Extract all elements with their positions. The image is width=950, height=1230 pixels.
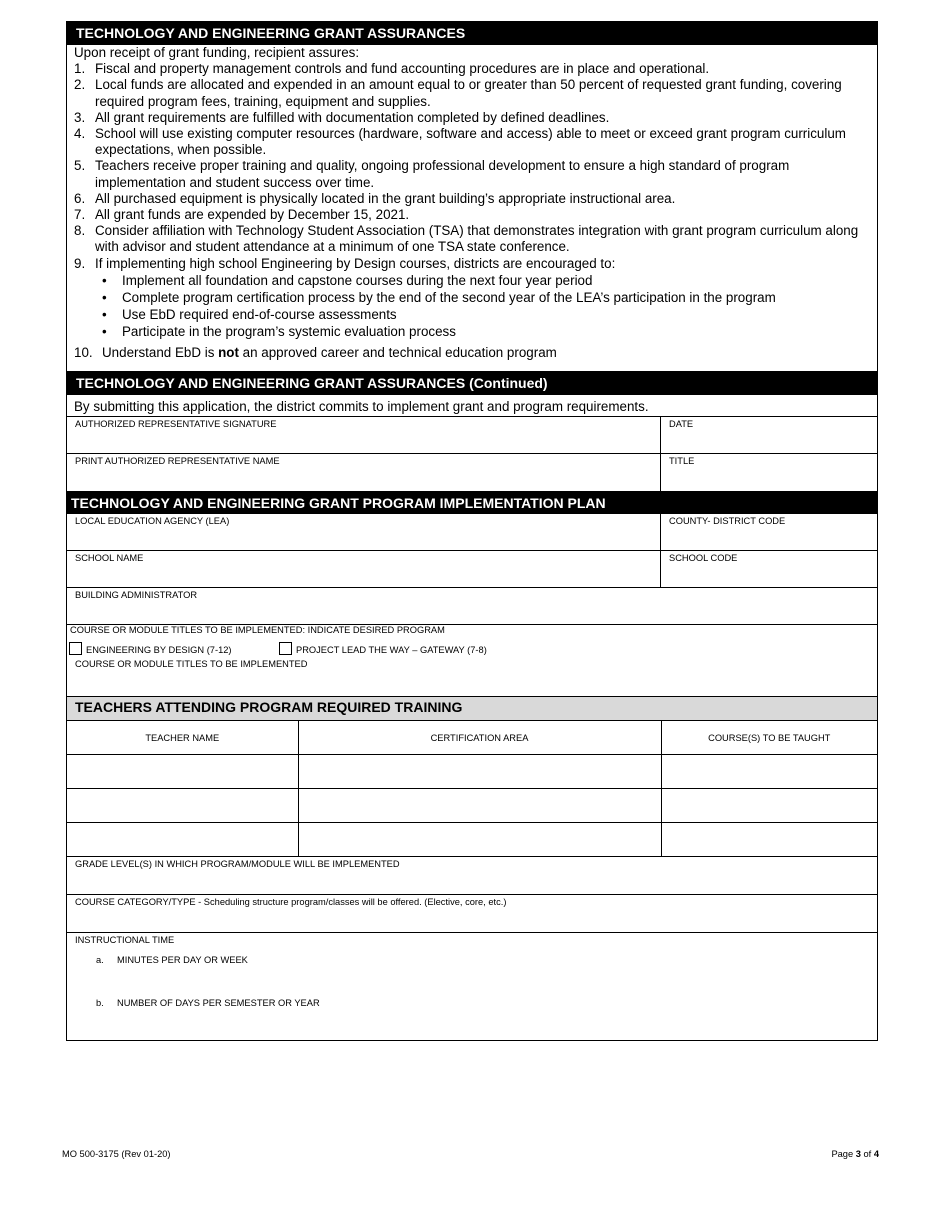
- table-row: [67, 823, 877, 857]
- date-field[interactable]: DATE: [669, 419, 694, 429]
- program-select-row: [67, 625, 877, 659]
- signature-block: [66, 395, 878, 491]
- table-row: [67, 755, 877, 789]
- implementation-plan-header: TECHNOLOGY AND ENGINEERING GRANT PROGRAM IMPLEMENTATION PLAN: [66, 491, 878, 514]
- course-category-field[interactable]: COURSE CATEGORY/TYPE - Scheduling structure program/classes will be offered. (Elective, core, etc.): [75, 897, 507, 907]
- building-administrator-field[interactable]: BUILDING ADMINISTRATOR: [75, 590, 198, 600]
- instructional-time-field[interactable]: [67, 933, 877, 1041]
- bullet-icon: •: [102, 307, 107, 323]
- course-category-row: [67, 895, 877, 933]
- days-per-semester-item: b. NUMBER OF DAYS PER SEMESTER OR YEAR: [96, 998, 320, 1008]
- table-row: [67, 789, 877, 823]
- teachers-header: TEACHERS ATTENDING PROGRAM REQUIRED TRAINING: [67, 697, 877, 721]
- certification-area-cell[interactable]: [298, 755, 661, 789]
- school-row: [67, 551, 877, 588]
- signature-field[interactable]: AUTHORIZED REPRESENTATIVE SIGNATURE: [67, 417, 661, 453]
- grade-level-field[interactable]: GRADE LEVEL(S) IN WHICH PROGRAM/MODULE WILL BE IMPLEMENTED: [75, 859, 400, 869]
- pltw-checkbox[interactable]: [279, 642, 292, 655]
- course-titles-row: [67, 659, 877, 697]
- teacher-name-cell[interactable]: [67, 823, 298, 857]
- lea-field[interactable]: LOCAL EDUCATION AGENCY (LEA): [67, 514, 661, 550]
- list-item: 1. Fiscal and property management controls and fund accounting procedures are in place and operational.: [74, 61, 710, 77]
- bullet-icon: •: [102, 290, 107, 306]
- print-name-row: [67, 454, 877, 491]
- form-page: [66, 21, 878, 1041]
- list-item: 3. All grant requirements are fulfilled with documentation completed by defined deadlines.: [74, 109, 610, 125]
- form-number: MO 500-3175 (Rev 01-20): [62, 1149, 171, 1159]
- course-titles-field[interactable]: COURSE OR MODULE TITLES TO BE IMPLEMENTED: [75, 659, 308, 669]
- list-item: 8. Consider affiliation with Technology Student Association (TSA) that demonstrates integration with grant program curriculum along with advisor and student attendance at a minimum of one TSA state conference.: [74, 223, 859, 255]
- courses-cell[interactable]: [661, 789, 877, 823]
- option-ebd[interactable]: ENGINEERING BY DESIGN (7-12): [69, 642, 279, 655]
- lea-row: [67, 514, 877, 551]
- program-options: [69, 642, 487, 655]
- county-district-code-field[interactable]: COUNTY- DISTRICT CODE: [669, 516, 786, 526]
- teacher-name-cell[interactable]: [67, 755, 298, 789]
- bullet-icon: •: [102, 324, 107, 340]
- instructional-time-label: INSTRUCTIONAL TIME: [75, 935, 175, 945]
- print-name-field[interactable]: PRINT AUTHORIZED REPRESENTATIVE NAME: [67, 454, 661, 491]
- program-label: COURSE OR MODULE TITLES TO BE IMPLEMENTED: INDICATE DESIRED PROGRAM: [70, 625, 445, 635]
- commit-statement: By submitting this application, the district commits to implement grant and program requirements.: [67, 395, 877, 417]
- bullet-item: • Implement all foundation and capstone courses during the next four year period: [102, 272, 593, 288]
- page-number: Page 3 of 4: [831, 1149, 879, 1159]
- bullet-item: • Complete program certification process by the end of the second year of the LEA’s participation in the program: [102, 290, 776, 306]
- list-item: 2. Local funds are allocated and expended in an amount equal to or greater than 50 percent of requested grant funding, covering required program fees, training, equipment and supplies.: [74, 77, 842, 109]
- ebd-checkbox[interactable]: [69, 642, 82, 655]
- assurances-intro: Upon receipt of grant funding, recipient assures:: [74, 45, 360, 60]
- list-item: 4. School will use existing computer resources (hardware, software and access) able to meet or exceed grant program curriculum expectations, when possible.: [74, 126, 846, 158]
- assurances-body: [66, 45, 878, 371]
- list-item: 7. All grant funds are expended by December 15, 2021.: [74, 207, 410, 223]
- implementation-plan: [66, 514, 878, 697]
- col-teacher-name: TEACHER NAME: [67, 721, 298, 755]
- courses-cell[interactable]: [661, 755, 877, 789]
- list-item: 9. If implementing high school Engineering by Design courses, districts are encouraged to:: [74, 255, 616, 271]
- grade-level-row: [67, 857, 877, 895]
- col-certification-area: CERTIFICATION AREA: [298, 721, 661, 755]
- option-pltw[interactable]: PROJECT LEAD THE WAY – GATEWAY (7-8): [279, 642, 487, 655]
- courses-cell[interactable]: [661, 823, 877, 857]
- assurances-header: TECHNOLOGY AND ENGINEERING GRANT ASSURANCES: [66, 21, 878, 45]
- list-item: 5. Teachers receive proper training and quality, ongoing professional development to ensure a high standard of program implementation and student success over time.: [74, 158, 790, 190]
- signature-row: [67, 417, 877, 454]
- certification-area-cell[interactable]: [298, 823, 661, 857]
- teacher-name-cell[interactable]: [67, 789, 298, 823]
- admin-row: [67, 588, 877, 625]
- table-header-row: [67, 721, 877, 755]
- list-item: 6. All purchased equipment is physically located in the grant building’s appropriate instructional area.: [74, 190, 676, 206]
- title-field[interactable]: TITLE: [669, 456, 695, 466]
- certification-area-cell[interactable]: [298, 789, 661, 823]
- school-name-field[interactable]: SCHOOL NAME: [67, 551, 661, 587]
- school-code-field[interactable]: SCHOOL CODE: [669, 553, 738, 563]
- list-item-10: 10. Understand EbD is not an approved career and technical education program: [74, 344, 557, 360]
- col-courses: COURSE(S) TO BE TAUGHT: [661, 721, 877, 755]
- teachers-table: [67, 721, 877, 857]
- bullet-icon: •: [102, 272, 107, 288]
- minutes-per-day-item: a. MINUTES PER DAY OR WEEK: [96, 955, 248, 965]
- bullet-item: • Use EbD required end-of-course assessments: [102, 307, 397, 323]
- assurances-continued-header: TECHNOLOGY AND ENGINEERING GRANT ASSURANCES (Continued): [66, 371, 878, 395]
- bullet-item: • Participate in the program’s systemic evaluation process: [102, 324, 456, 340]
- teachers-section: [66, 697, 878, 1041]
